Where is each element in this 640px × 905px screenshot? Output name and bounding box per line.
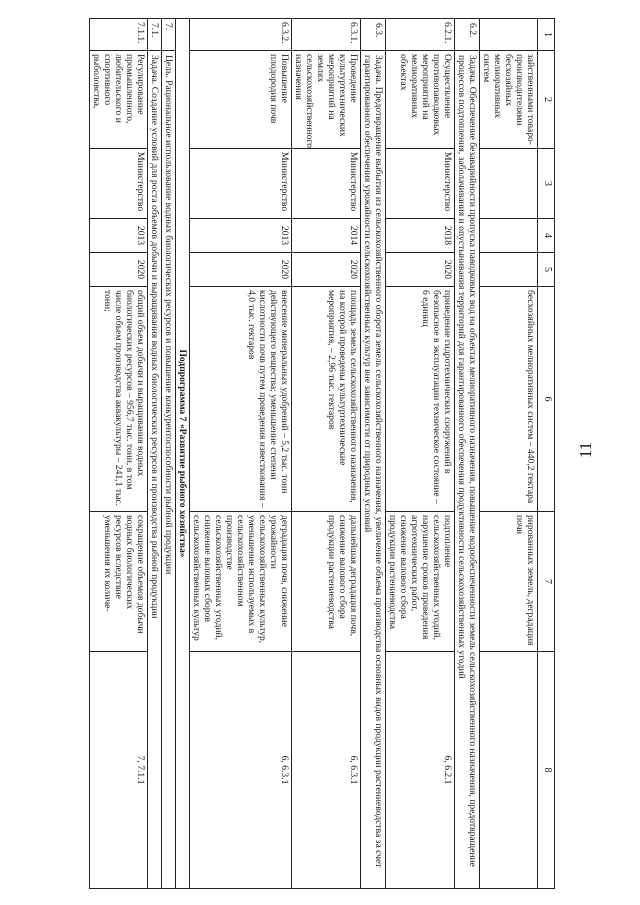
task-cell: Цель. Рациональное использование водных биологических ресурсов и повышение конкурентоспособности рыбной продукции xyxy=(162,51,176,889)
table-cell: сокращение объемов добычи водных биологических ресурсов вследствие уменьшения их количе- xyxy=(90,512,148,652)
table-cell: Министерство xyxy=(190,149,292,219)
table-row xyxy=(292,19,361,889)
header-cell: 2 xyxy=(538,51,555,149)
table-row xyxy=(148,19,162,889)
table-cell: 6, 6.3.1 xyxy=(292,652,361,889)
table-cell: Министерство xyxy=(386,149,455,219)
table-cell: 7, 7.1.1 xyxy=(90,652,148,889)
header-cell: 4 xyxy=(538,219,555,253)
table-cell: 6, 6.2.1 xyxy=(386,652,455,889)
header-cell: 3 xyxy=(538,149,555,219)
table-cell: общий объем добычи и выращивания водных биологических ресурсов – 956,7 тыс. тонн, в том числе объем производства аквакультуры – 241,1 тыс. тонн; xyxy=(90,287,148,512)
table-cell: 6.3.1. xyxy=(292,19,361,51)
table-row xyxy=(162,19,176,889)
page-number: 11 xyxy=(576,441,596,459)
table-cell: 2013 xyxy=(90,219,148,253)
table-cell xyxy=(480,219,538,253)
table-cell: зайственными товаро-производителями бесхозяйных мелиоративных систем xyxy=(480,51,538,149)
header-cell: 5 xyxy=(538,253,555,287)
table-row xyxy=(190,19,292,889)
table-cell: 6.2.1. xyxy=(386,19,455,51)
table-cell: подтопление сельскохозяйственных угодий, нарушение сроков проведения агротехнических работ, снижение валового сбора продукции растениеводства xyxy=(386,512,455,652)
table-cell: 2020 xyxy=(190,253,292,287)
row-number-cell: 7. xyxy=(162,19,176,51)
task-cell: Задача. Предотвращение выбытия из сельскохозяйственного оборота земель сельскохозяйственного назначения, увеличение объема производства основных видов продукции растениеводства за счет гарантированного обеспечения урожайности сельскохозяйственных культур вне зависимости от природных условий xyxy=(361,51,386,889)
header-row xyxy=(538,19,555,889)
program-table xyxy=(89,18,555,889)
table-row xyxy=(480,19,538,889)
table-cell: приведение гидротехнических сооружений в безопасное в эксплуатации техническое состояние – 6 единиц xyxy=(386,287,455,512)
subprogram-title: Подпрограмма 7 «Развитие рыбного хозяйства» xyxy=(176,19,190,889)
row-number-cell: 6.3. xyxy=(361,19,386,51)
table-cell: Повышение плодородия почв xyxy=(190,51,292,149)
table-row xyxy=(90,19,148,889)
table-cell xyxy=(480,652,538,889)
header-cell: 7 xyxy=(538,512,555,652)
table-cell: 2020 xyxy=(386,253,455,287)
table-cell: рированных земель, деградация почв xyxy=(480,512,538,652)
task-cell: Задача. Обеспечение безаварийности пропуска паводковых вод на объектах мелиоративного назначения, повышение водообеспеченности земель сельскохозяйственного назначения, предотвращение процессов подтопления, заболачивания и опустынивания территорий для гарантированного обеспечения продуктивности сельскохозяйственных угодий xyxy=(455,51,480,889)
table-cell: бесхозяйных мелиоративных систем – 440,2 гектара xyxy=(480,287,538,512)
table-row xyxy=(361,19,386,889)
table-cell: Регулирование промышленного, любительского и спортивного рыболовства, xyxy=(90,51,148,149)
table-cell: 2013 xyxy=(190,219,292,253)
rotated-table-page xyxy=(30,18,555,888)
table-cell: 2018 xyxy=(386,219,455,253)
table-cell: 2020 xyxy=(292,253,361,287)
table-cell: 2020 xyxy=(90,253,148,287)
table-cell: 6, 6.3.1 xyxy=(190,652,292,889)
table-cell: 7.1.1. xyxy=(90,19,148,51)
table-cell: деградация почв, снижение урожайности сельскохозяйственных культур, уменьшение используемых в сельскохозяйственном производстве сельскохозяйственных угодий, снижение валовых сборов сельскохозяйственных культур xyxy=(190,512,292,652)
row-number-cell: 7.1. xyxy=(148,19,162,51)
table-row xyxy=(176,19,190,889)
table-cell: Осуществление противопаводковых мероприятий на мелиоративных объектах xyxy=(386,51,455,149)
table-cell: 6.3.2. xyxy=(190,19,292,51)
header-cell: 8 xyxy=(538,652,555,889)
table-cell: внесение минеральных удобрений – 5,2 тыс. тонн действующего вещества; уменьшение степени кислотности почв путем проведения известкования – 4,0 тыс. гектаров xyxy=(190,287,292,512)
table-row xyxy=(386,19,455,889)
table-cell: 2014 xyxy=(292,219,361,253)
table-cell: Министерство xyxy=(292,149,361,219)
table-row xyxy=(455,19,480,889)
row-number-cell: 6.2. xyxy=(455,19,480,51)
table-cell xyxy=(480,149,538,219)
table-cell xyxy=(480,19,538,51)
table-cell: Министерство xyxy=(90,149,148,219)
table-cell: площадь земель сельскохозяйственного назначения, на которой проведены культуртехнические мероприятия, – 2,96 тыс. гектаров xyxy=(292,287,361,512)
header-cell: 1 xyxy=(538,19,555,51)
table-cell: Проведение культуртехнических мероприятий на землях сельскохозяйственного назначения xyxy=(292,51,361,149)
table-cell xyxy=(480,253,538,287)
table-cell: дальнейшая деградация почв, снижение валового сбора продукции растениеводства xyxy=(292,512,361,652)
header-cell: 6 xyxy=(538,287,555,512)
task-cell: Задача. Создание условий для роста объемов добычи и выращивания водных биологических ресурсов и производства рыбной продукции xyxy=(148,51,162,889)
